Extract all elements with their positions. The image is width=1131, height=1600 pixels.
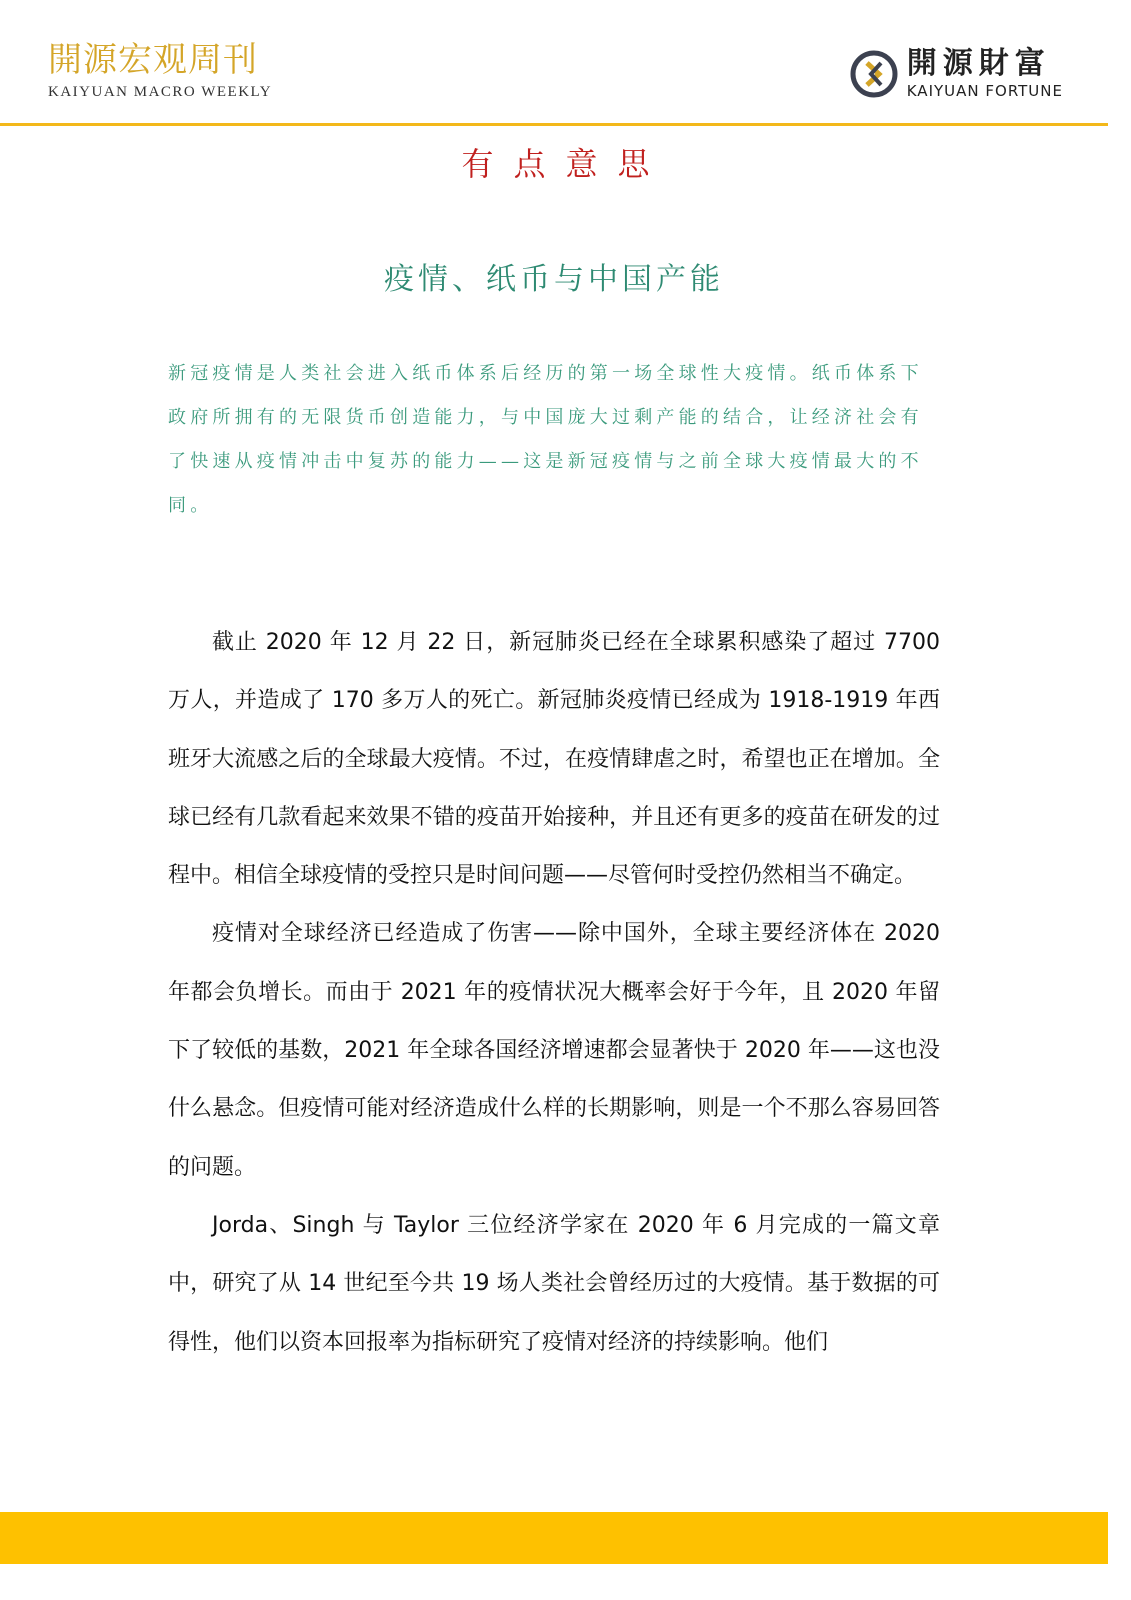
header-divider [0,123,1108,126]
article-title: 疫情、纸币与中国产能 [384,262,724,297]
logo [849,48,1063,100]
article-body [168,614,940,1372]
body-paragraph: 疫情对全球经济已经造成了伤害——除中国外，全球主要经济体在 2020 年都会负增长。而由于 2021 年的疫情状况大概率会好于今年，且 2020 年留下了较低的基数，2021 年全球各国经济增速都会显著快于 2020 年——这也没什么悬念。但疫情可能对经济造成什么样的长期影响，则是一个不那么容易回答的问题。 [168,921,940,1180]
article-abstract: 新冠疫情是人类社会进入纸币体系后经历的第一场全球性大疫情。纸币体系下政府所拥有的无限货币创造能力，与中国庞大过剩产能的结合，让经济社会有了快速从疫情冲击中复苏的能力——这是新冠疫情与之前全球大疫情最大的不同。 [168,363,923,516]
logo-text-cn: 開源財富 [906,46,1051,81]
footer-band [0,1512,1108,1564]
logo-text-en: KAIYUAN FORTUNE [906,82,1063,100]
logo-text [907,48,1063,100]
body-paragraph: 截止 2020 年 12 月 22 日，新冠肺炎已经在全球累积感染了超过 7700 万人，并造成了 170 多万人的死亡。新冠肺炎疫情已经成为 1918-1919 年西班牙大流感之后的全球最大疫情。不过，在疫情肆虐之时，希望也正在增加。全球已经有几款看起来效果不错的疫苗开始接种，并且还有更多的疫苗在研发的过程中。相信全球疫情的受控只是时间问题——尽管何时受控仍然相当不确定。 [168,630,940,889]
kaiyuan-logo-icon [849,49,899,99]
brand-subtitle: KAIYUAN MACRO WEEKLY [48,84,273,100]
section-label: 有点意思 [461,145,670,183]
brand-block [48,38,272,101]
body-paragraph: Jorda、Singh 与 Taylor 三位经济学家在 2020 年 6 月完成的一篇文章中，研究了从 14 世纪至今共 19 场人类社会曾经历过的大疫情。基于数据的可得性，他们以资本回报率为指标研究了疫情对经济的持续影响。他们 [168,1212,940,1355]
brand-title: 開源宏观周刊 [48,40,258,80]
